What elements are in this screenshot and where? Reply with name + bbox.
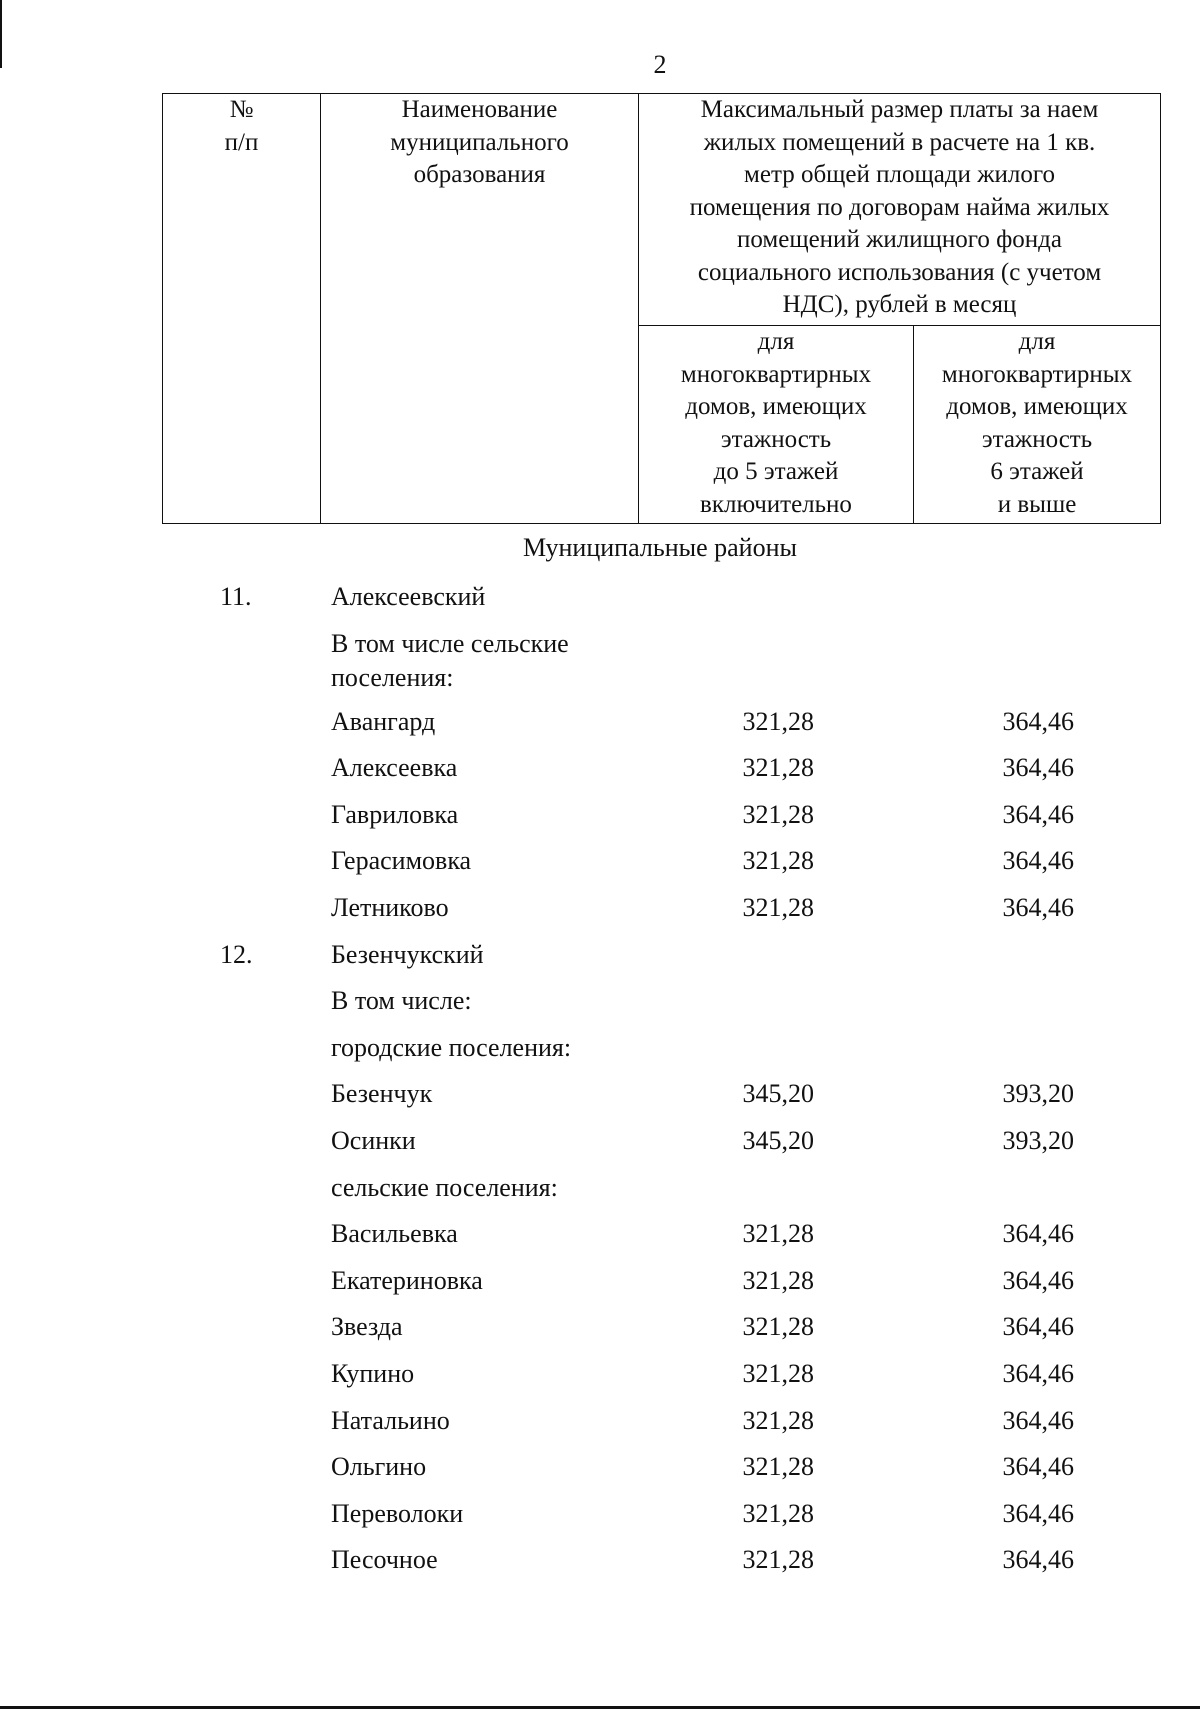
row-value-6-floors-and-above: 364,46	[1002, 799, 1074, 829]
row-value-6-floors-and-above: 393,20	[1002, 1079, 1074, 1109]
row-value-up-to-5-floors: 321,28	[742, 1265, 814, 1295]
row-value-up-to-5-floors: 345,20	[742, 1125, 814, 1155]
table-row	[0, 580, 1200, 627]
table-header	[162, 93, 1161, 524]
row-name: Васильевка	[331, 1219, 458, 1249]
table-row	[0, 1077, 1200, 1124]
row-value-up-to-5-floors: 321,28	[742, 1545, 814, 1575]
table-row	[0, 798, 1200, 845]
table-row	[0, 1357, 1200, 1404]
header-col-6-floors-and-above: для многоквартирных домов, имеющих этажность 6 этажей и выше	[914, 326, 1161, 524]
row-name: Екатериновка	[331, 1265, 483, 1295]
row-number: 11.	[220, 582, 252, 611]
row-name: В том числе:	[331, 986, 472, 1016]
table-row	[0, 1124, 1200, 1171]
table-row	[0, 627, 1200, 705]
row-name: Безенчук	[331, 1079, 433, 1109]
row-value-up-to-5-floors: 321,28	[742, 1452, 814, 1482]
table-row	[0, 984, 1200, 1031]
table-row	[0, 705, 1200, 752]
row-value-6-floors-and-above: 364,46	[1002, 892, 1074, 922]
header-col-up-to-5-floors: для многоквартирных домов, имеющих этажность до 5 этажей включительно	[639, 326, 914, 524]
row-value-up-to-5-floors: 321,28	[742, 1219, 814, 1249]
row-value-6-floors-and-above: 364,46	[1002, 1312, 1074, 1342]
row-name: Алексеевский	[331, 582, 486, 611]
row-name: Натальино	[331, 1405, 450, 1435]
table-row	[0, 844, 1200, 891]
row-value-6-floors-and-above: 364,46	[1002, 1498, 1074, 1528]
row-name: Авангард	[331, 706, 436, 736]
table-row	[0, 1171, 1200, 1218]
table-row	[0, 1450, 1200, 1497]
row-name: городские поселения:	[331, 1032, 572, 1062]
row-name: В том числе сельские поселения:	[331, 628, 569, 692]
table-row	[0, 891, 1200, 938]
table-row	[0, 1217, 1200, 1264]
table-row	[0, 938, 1200, 985]
row-name: Летниково	[331, 892, 449, 922]
row-name: Гавриловка	[331, 799, 459, 829]
table-row	[0, 1404, 1200, 1451]
row-number: 12.	[220, 939, 253, 969]
row-value-6-floors-and-above: 393,20	[1002, 1125, 1074, 1155]
table-row	[0, 1497, 1200, 1544]
row-value-6-floors-and-above: 364,46	[1002, 706, 1074, 736]
row-value-up-to-5-floors: 321,28	[742, 706, 814, 736]
row-value-6-floors-and-above: 364,46	[1002, 1265, 1074, 1295]
row-name: Ольгино	[331, 1452, 427, 1482]
section-title: Муниципальные районы	[523, 533, 797, 562]
table-row	[0, 1031, 1200, 1078]
row-value-up-to-5-floors: 321,28	[742, 846, 814, 876]
table-row	[0, 1264, 1200, 1311]
row-value-up-to-5-floors: 321,28	[742, 1498, 814, 1528]
page-number: 2	[653, 50, 667, 79]
row-name: Песочное	[331, 1545, 438, 1575]
row-value-up-to-5-floors: 321,28	[742, 1358, 814, 1388]
data-rows	[0, 580, 1200, 1590]
row-value-up-to-5-floors: 321,28	[742, 892, 814, 922]
row-name: Герасимовка	[331, 846, 472, 876]
row-value-6-floors-and-above: 364,46	[1002, 1405, 1074, 1435]
row-name: Алексеевка	[331, 753, 458, 783]
row-value-6-floors-and-above: 364,46	[1002, 1545, 1074, 1575]
row-name: Осинки	[331, 1125, 416, 1155]
row-name: сельские поселения:	[331, 1172, 558, 1202]
row-value-up-to-5-floors: 321,28	[742, 1405, 814, 1435]
table-row	[0, 1543, 1200, 1590]
table-row	[0, 1310, 1200, 1357]
row-name: Купино	[331, 1358, 415, 1388]
row-value-6-floors-and-above: 364,46	[1002, 753, 1074, 783]
bottom-divider	[0, 1706, 1200, 1709]
row-name: Звезда	[331, 1312, 403, 1342]
row-value-6-floors-and-above: 364,46	[1002, 1358, 1074, 1388]
row-name: Безенчукский	[331, 939, 484, 969]
header-col-name: Наименование муниципального образования	[321, 94, 639, 524]
header-col-number: № п/п	[163, 94, 321, 524]
header-col-max-fee: Максимальный размер платы за наем жилых помещений в расчете на 1 кв. метр общей площади жилого помещения по договорам найма жилых помещений жилищного фонда социального использования (с учетом НДС), рублей в месяц	[639, 94, 1161, 326]
row-value-6-floors-and-above: 364,46	[1002, 846, 1074, 876]
table-row	[0, 751, 1200, 798]
row-value-up-to-5-floors: 345,20	[742, 1079, 814, 1109]
row-value-6-floors-and-above: 364,46	[1002, 1452, 1074, 1482]
row-value-up-to-5-floors: 321,28	[742, 799, 814, 829]
row-value-6-floors-and-above: 364,46	[1002, 1219, 1074, 1249]
row-value-up-to-5-floors: 321,28	[742, 753, 814, 783]
row-name: Переволоки	[331, 1498, 464, 1528]
row-value-up-to-5-floors: 321,28	[742, 1312, 814, 1342]
